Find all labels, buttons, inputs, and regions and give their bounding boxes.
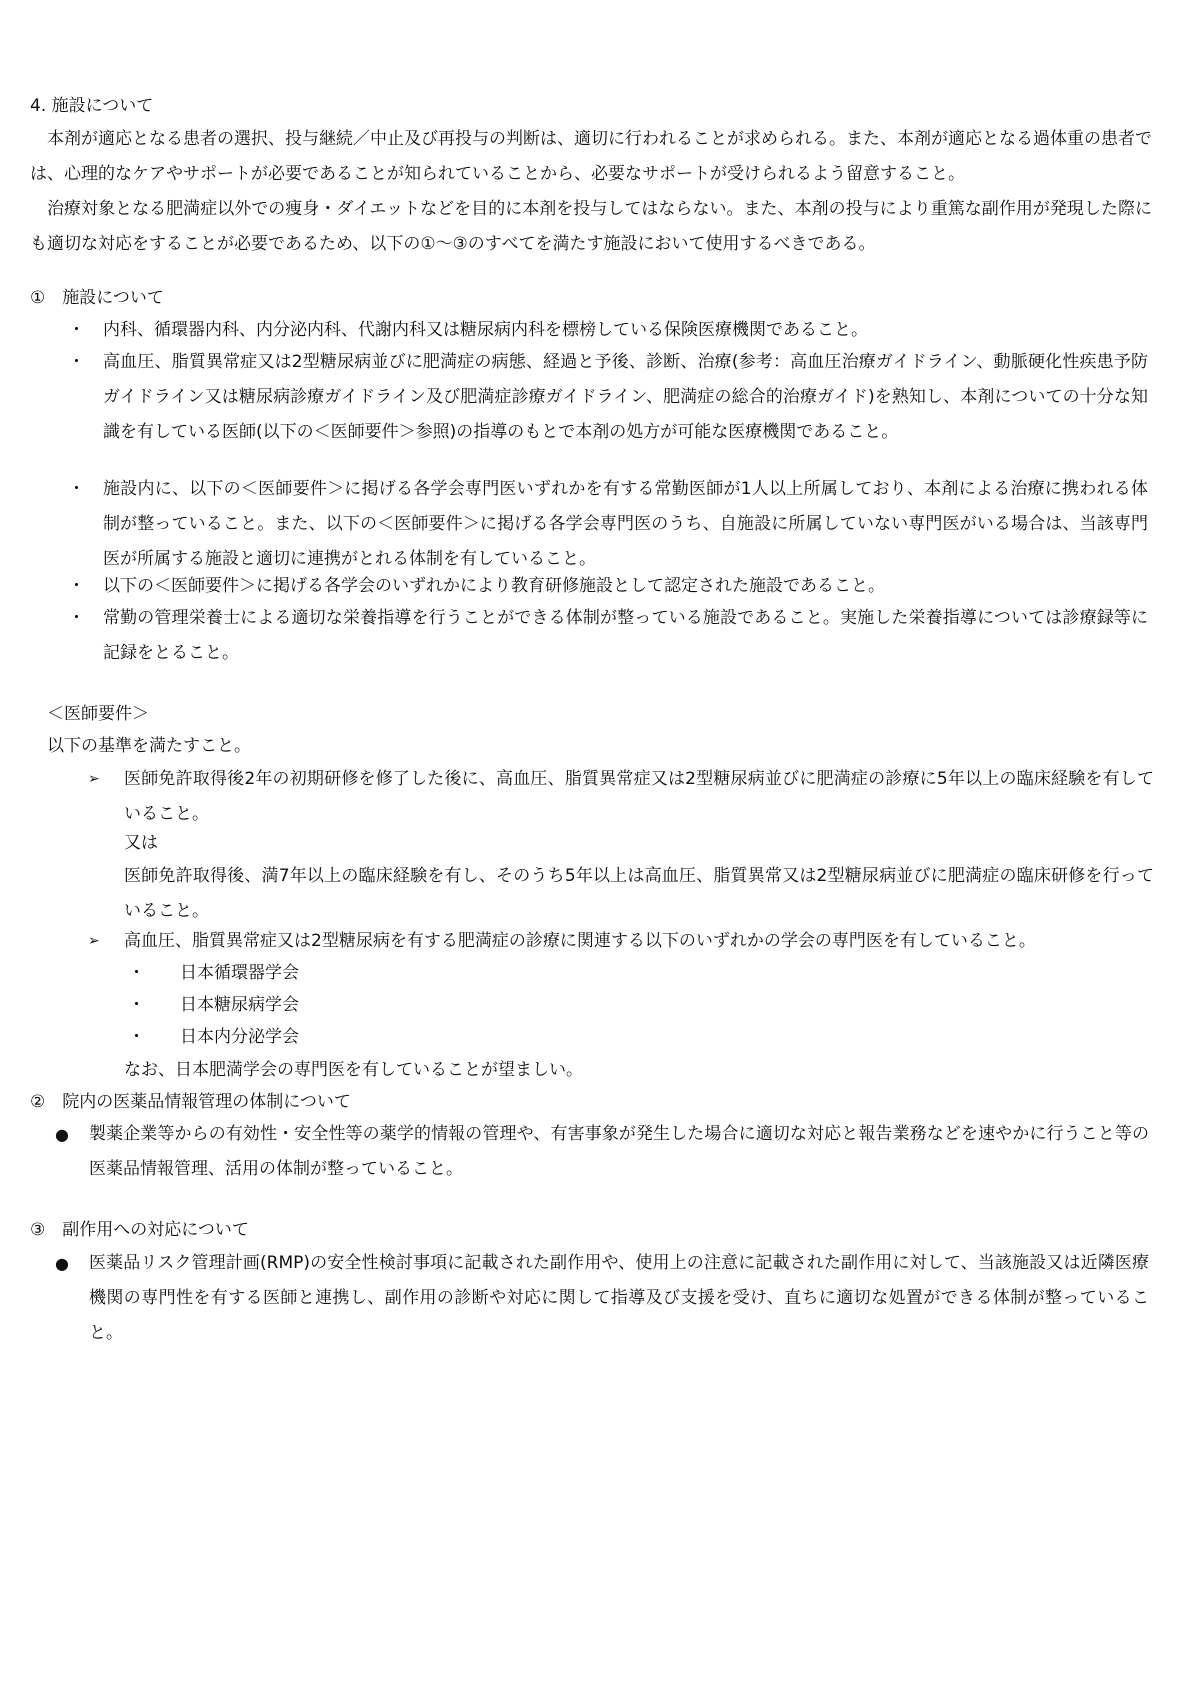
requirement-text: 高血圧、脂質異常症又は2型糖尿病を有する肥満症の診療に関連する以下のいずれかの学会の専門医を有していること。 bbox=[124, 931, 1036, 951]
society-name: 日本循環器学会 bbox=[180, 963, 299, 983]
requirement-text: 医師免許取得後、満7年以上の臨床経験を有し、そのうち5年以上は高血圧、脂質異常又は2型糖尿病並びに肥満症の臨床研修を行っていること。 bbox=[124, 866, 1154, 921]
physician-heading: ＜医師要件＞ bbox=[47, 704, 149, 724]
drug-info-text: 製薬企業等からの有効性・安全性等の薬学的情報の管理や、有害事象が発生した場合に適切な対応と報告業務などを速やかに行うこと等の医薬品情報管理、活用の体制が整っていること。 bbox=[89, 1124, 1149, 1179]
facility-item-text: 以下の＜医師要件＞に掲げる各学会のいずれかにより教育研修施設として認定された施設であること。 bbox=[103, 576, 885, 596]
bullet-icon: ・ bbox=[68, 608, 85, 628]
drug-info-heading: ② 院内の医薬品情報管理の体制について bbox=[30, 1092, 351, 1112]
arrow-bullet-icon: ➢ bbox=[88, 771, 100, 787]
facility-item-text: 高血圧、脂質異常症又は2型糖尿病並びに肥満症の病態、経過と予後、診断、治療(参考：高血圧治療ガイドライン、動脈硬化性疾患予防ガイドライン又は糖尿病診療ガイドライン及び肥満症診療ガイドライン、肥満症の総合的治療ガイド)を熟知し、本剤についての十分な知識を有している医師(以下の＜医師要件＞参照)の指導のもとで本剤の処方が可能な医療機関であること。 bbox=[103, 352, 1149, 442]
facility-item-text: 常勤の管理栄養士による適切な栄養指導を行うことができる体制が整っている施設であること。実施した栄養指導については診療録等に記録をとること。 bbox=[103, 608, 1148, 663]
section-heading: 4. 施設について bbox=[30, 96, 154, 116]
society-name: 日本内分泌学会 bbox=[180, 1027, 299, 1047]
side-effects-heading: ③ 副作用への対応について bbox=[30, 1220, 249, 1240]
intro-paragraph: 本剤が適応となる患者の選択、投与継続／中止及び再投与の判断は、適切に行われることが求められる。また、本剤が適応となる過体重の患者では、心理的なケアやサポートが必要であることが知られていることから、必要なサポートが受けられるよう留意すること。 bbox=[30, 129, 1152, 184]
facility-item-text: 施設内に、以下の＜医師要件＞に掲げる各学会専門医いずれかを有する常勤医師が1人以上所属しており、本剤による治療に携われる体制が整っていること。また、以下の＜医師要件＞に掲げる各学会専門医のうち、自施設に所属していない専門医がいる場合は、当該専門医が所属する施設と適切に連携がとれる体制を有していること。 bbox=[103, 479, 1148, 569]
arrow-bullet-icon: ➢ bbox=[88, 933, 100, 949]
bullet-icon: ● bbox=[55, 1254, 69, 1273]
society-name: 日本糖尿病学会 bbox=[180, 995, 299, 1015]
bullet-icon: ・ bbox=[128, 995, 145, 1015]
bullet-icon: ・ bbox=[68, 320, 85, 340]
physician-note: なお、日本肥満学会の専門医を有していることが望ましい。 bbox=[124, 1060, 583, 1080]
facility-heading: ① 施設について bbox=[30, 288, 164, 308]
requirement-or: 又は bbox=[124, 833, 158, 853]
requirement-text: 医師免許取得後2年の初期研修を修了した後に、高血圧、脂質異常症又は2型糖尿病並びに肥満症の診療に5年以上の臨床経験を有していること。 bbox=[124, 769, 1154, 824]
physician-lead: 以下の基準を満たすこと。 bbox=[47, 736, 251, 756]
bullet-icon: ・ bbox=[128, 963, 145, 983]
side-effects-text: 医薬品リスク管理計画(RMP)の安全性検討事項に記載された副作用や、使用上の注意に記載された副作用に対して、当該施設又は近隣医療機関の専門性を有する医師と連携し、副作用の診断や対応に関して指導及び支援を受け、直ちに適切な処置ができる体制が整っていること。 bbox=[89, 1253, 1149, 1343]
bullet-icon: ・ bbox=[128, 1027, 145, 1047]
intro-paragraph: 治療対象となる肥満症以外での痩身・ダイエットなどを目的に本剤を投与してはならない。また、本剤の投与により重篤な副作用が発現した際にも適切な対応をすることが必要であるため、以下の①～③のすべてを満たす施設において使用するべきである。 bbox=[30, 199, 1152, 254]
bullet-icon: ・ bbox=[68, 576, 85, 596]
bullet-icon: ・ bbox=[68, 479, 85, 499]
bullet-icon: ● bbox=[55, 1125, 69, 1144]
bullet-icon: ・ bbox=[68, 352, 85, 372]
facility-item-text: 内科、循環器内科、内分泌内科、代謝内科又は糖尿病内科を標榜している保険医療機関であること。 bbox=[103, 320, 868, 340]
